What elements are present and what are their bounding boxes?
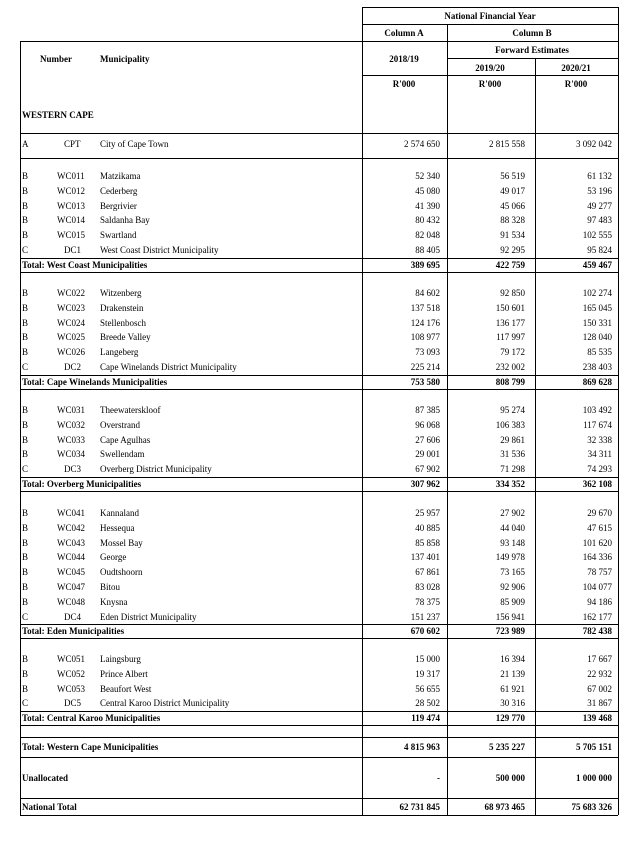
municipality-row-wc043-col-a: 85 858 — [415, 538, 440, 548]
municipality-row-wc013-code: WC013 — [57, 201, 85, 211]
municipality-row-dc3-col-a: 67 902 — [415, 464, 440, 474]
municipality-row-wc051-col-b-2019: 16 394 — [500, 654, 525, 664]
municipality-row-wc034-col-a: 29 001 — [415, 449, 440, 459]
unallocated-col-b-2019: 500 000 — [495, 773, 525, 783]
municipality-row-dc2-col-b-2020: 238 403 — [582, 362, 612, 372]
municipality-row-dc4-col-b-2020: 162 177 — [582, 612, 612, 622]
national-total-label: National Total — [22, 802, 77, 812]
municipality-row-wc023-col-b-2020: 165 045 — [582, 303, 612, 313]
municipality-row-wc047-code: WC047 — [57, 582, 85, 592]
municipality-row-wc041-name: Kannaland — [100, 508, 139, 518]
district-total-bottom-rule — [20, 272, 618, 273]
municipality-row-wc033-category: B — [22, 435, 29, 445]
municipality-row-wc042-code: WC042 — [57, 523, 85, 533]
unallocated-label: Unallocated — [22, 773, 68, 783]
municipality-row-wc015-code: WC015 — [57, 230, 85, 240]
municipality-row-wc044-name: George — [100, 552, 127, 562]
municipality-row-wc045-col-a: 67 861 — [415, 567, 440, 577]
municipality-row-wc048-col-b-2019: 85 909 — [500, 597, 525, 607]
municipality-row-wc025-name: Breede Valley — [100, 332, 151, 342]
wc-total-bottom-rule — [20, 757, 618, 758]
municipality-row-wc045-col-b-2020: 78 757 — [587, 567, 612, 577]
national-total-col-b-2019: 68 973 465 — [484, 802, 525, 812]
municipality-row-wc041-col-b-2020: 29 670 — [587, 508, 612, 518]
municipality-row-wc052-col-a: 19 317 — [415, 669, 440, 679]
municipality-row-dc3-code: DC3 — [64, 464, 82, 474]
municipality-row-dc1-col-b-2019: 92 295 — [500, 245, 525, 255]
municipality-row-wc011-category: B — [22, 171, 29, 181]
municipality-row-dc5-col-b-2019: 30 316 — [500, 698, 525, 708]
municipality-row-dc4-name: Eden District Municipality — [100, 612, 197, 622]
western-cape-total-label: Total: Western Cape Municipalities — [22, 742, 159, 752]
municipality-row-wc053-col-b-2019: 61 921 — [500, 684, 525, 694]
cpt-bottom-rule — [20, 158, 618, 159]
municipality-row-wc032-col-b-2019: 106 383 — [495, 420, 525, 430]
municipality-row-dc1-col-a: 88 405 — [415, 245, 440, 255]
header-year-2019: 2019/20 — [475, 63, 505, 73]
municipality-row-wc041-col-b-2019: 27 902 — [500, 508, 525, 518]
municipality-row-dc3-col-b-2020: 74 293 — [587, 464, 612, 474]
municipality-row-wc045-code: WC045 — [57, 567, 85, 577]
unit-col-a: R'000 — [392, 79, 416, 89]
column-b-divider — [447, 24, 448, 815]
municipality-row-wc051-col-b-2020: 17 667 — [587, 654, 612, 664]
municipality-row-wc023-name: Drakenstein — [100, 303, 144, 313]
municipality-row-wc022-code: WC022 — [57, 288, 85, 298]
municipality-row-wc014-name: Saldanha Bay — [100, 215, 150, 225]
municipality-row-wc044-col-b-2019: 149 978 — [495, 552, 525, 562]
municipality-row-wc024-category: B — [22, 318, 29, 328]
header-financial-year: National Financial Year — [444, 11, 536, 21]
municipality-row-wc032-col-b-2020: 117 674 — [583, 420, 612, 430]
cpt-col-b-2019: 2 815 558 — [489, 139, 525, 149]
municipality-row-dc3-col-b-2019: 71 298 — [500, 464, 525, 474]
district-total-label: Total: Eden Municipalities — [22, 626, 125, 636]
municipality-row-wc041-col-a: 25 957 — [415, 508, 440, 518]
municipality-row-wc041-category: B — [22, 508, 29, 518]
district-total-col-b-2019: 334 352 — [495, 479, 525, 489]
header-forward-estimates: Forward Estimates — [495, 45, 569, 55]
municipality-row-wc026-code: WC026 — [57, 347, 85, 357]
municipality-row-wc052-code: WC052 — [57, 669, 85, 679]
district-total-top-rule — [20, 624, 618, 625]
province-heading: WESTERN CAPE — [22, 110, 94, 120]
municipality-row-wc025-col-b-2019: 117 997 — [496, 332, 525, 342]
municipality-row-wc042-col-b-2019: 44 040 — [500, 523, 525, 533]
municipality-row-wc024-code: WC024 — [57, 318, 85, 328]
municipality-row-wc042-category: B — [22, 523, 29, 533]
cpt-code: CPT — [64, 139, 81, 149]
municipality-row-dc2-col-b-2019: 232 002 — [495, 362, 525, 372]
municipality-row-wc032-category: B — [22, 420, 29, 430]
municipality-row-wc025-code: WC025 — [57, 332, 85, 342]
municipality-row-wc044-code: WC044 — [57, 552, 85, 562]
municipality-row-wc024-col-b-2020: 150 331 — [582, 318, 612, 328]
district-total-label: Total: Overberg Municipalities — [22, 479, 142, 489]
header-top-rule — [362, 7, 618, 8]
municipality-row-dc4-code: DC4 — [64, 612, 82, 622]
municipality-row-wc014-code: WC014 — [57, 215, 85, 225]
district-total-col-a: 753 580 — [410, 377, 440, 387]
municipality-row-wc012-category: B — [22, 186, 29, 196]
municipality-row-wc012-name: Cederberg — [100, 186, 138, 196]
header-rule — [362, 24, 618, 25]
municipality-row-wc034-col-b-2020: 34 311 — [587, 449, 612, 459]
header-unit-rule — [362, 75, 618, 76]
municipality-row-dc4-col-b-2019: 156 941 — [495, 612, 525, 622]
municipality-row-wc041-code: WC041 — [57, 508, 85, 518]
municipality-row-dc2-name: Cape Winelands District Municipality — [100, 362, 237, 372]
municipality-row-dc5-col-b-2020: 31 867 — [587, 698, 612, 708]
municipality-row-wc047-col-a: 83 028 — [415, 582, 440, 592]
municipality-row-wc024-col-a: 124 176 — [410, 318, 440, 328]
municipality-row-wc014-category: B — [22, 215, 29, 225]
municipality-row-dc1-col-b-2020: 95 824 — [587, 245, 612, 255]
municipality-row-wc022-col-a: 84 602 — [415, 288, 440, 298]
municipality-row-wc034-col-b-2019: 31 536 — [500, 449, 525, 459]
western-cape-total-col-b-2020: 5 705 151 — [576, 742, 612, 752]
municipality-row-wc011-name: Matzikama — [100, 171, 141, 181]
municipality-row-dc5-code: DC5 — [64, 698, 82, 708]
municipality-row-wc011-code: WC011 — [57, 171, 85, 181]
municipality-row-wc015-col-b-2019: 91 534 — [500, 230, 525, 240]
municipality-row-wc052-col-b-2020: 22 932 — [587, 669, 612, 679]
municipality-row-wc013-name: Bergrivier — [100, 201, 137, 211]
district-total-col-b-2020: 782 438 — [582, 626, 612, 636]
municipality-row-wc022-col-b-2019: 92 850 — [500, 288, 525, 298]
national-total-bottom-rule — [20, 815, 618, 816]
municipality-row-wc043-col-b-2019: 93 148 — [500, 538, 525, 548]
municipality-row-wc025-col-b-2020: 128 040 — [582, 332, 612, 342]
municipality-row-wc031-code: WC031 — [57, 405, 85, 415]
municipality-row-wc045-category: B — [22, 567, 29, 577]
municipality-row-wc044-category: B — [22, 552, 29, 562]
municipality-row-wc053-col-a: 56 655 — [415, 684, 440, 694]
unallocated-col-b-2020: 1 000 000 — [576, 773, 612, 783]
municipality-row-wc032-name: Overstrand — [100, 420, 140, 430]
municipality-row-dc4-category: C — [22, 612, 29, 622]
municipality-row-wc051-col-a: 15 000 — [415, 654, 440, 664]
unit-col-b-2020: R'000 — [564, 79, 588, 89]
municipality-row-dc3-name: Overberg District Municipality — [100, 464, 212, 474]
cpt-top-rule — [20, 133, 618, 134]
cpt-col-a: 2 574 650 — [404, 139, 440, 149]
municipality-row-wc011-col-b-2020: 61 132 — [587, 171, 612, 181]
municipality-row-wc015-name: Swartland — [100, 230, 137, 240]
district-total-col-a: 389 695 — [410, 260, 440, 270]
municipality-row-wc013-col-a: 41 390 — [415, 201, 440, 211]
municipality-row-wc023-col-b-2019: 150 601 — [495, 303, 525, 313]
municipality-row-wc022-name: Witzenberg — [100, 288, 142, 298]
municipality-row-wc023-category: B — [22, 303, 29, 313]
district-total-label: Total: Central Karoo Municipalities — [22, 713, 161, 723]
district-total-col-b-2020: 362 108 — [582, 479, 612, 489]
municipality-row-dc2-col-a: 225 214 — [410, 362, 440, 372]
district-total-top-rule — [20, 477, 618, 478]
district-total-bottom-rule — [20, 638, 618, 639]
municipality-row-wc053-name: Beaufort West — [100, 684, 152, 694]
municipality-row-wc048-code: WC048 — [57, 597, 85, 607]
municipality-row-wc015-category: B — [22, 230, 29, 240]
municipality-row-wc031-name: Theewaterskloof — [100, 405, 161, 415]
table-right-border — [618, 7, 619, 815]
municipality-row-wc053-code: WC053 — [57, 684, 85, 694]
municipality-row-wc042-col-a: 40 885 — [415, 523, 440, 533]
district-total-top-rule — [20, 375, 618, 376]
national-total-col-b-2020: 75 683 326 — [571, 802, 612, 812]
municipality-row-wc013-col-b-2020: 49 277 — [587, 201, 612, 211]
municipality-row-wc047-col-b-2019: 92 906 — [500, 582, 525, 592]
municipality-row-wc044-col-a: 137 401 — [410, 552, 440, 562]
municipality-row-wc048-name: Knysna — [100, 597, 128, 607]
unit-col-b-2019: R'000 — [478, 79, 502, 89]
municipality-row-wc026-category: B — [22, 347, 29, 357]
district-total-col-b-2019: 129 770 — [495, 713, 525, 723]
municipality-row-wc022-category: B — [22, 288, 29, 298]
header-rule-full — [20, 41, 618, 42]
municipality-row-wc012-col-b-2020: 53 196 — [587, 186, 612, 196]
municipality-row-wc034-name: Swellendam — [100, 449, 145, 459]
municipality-row-wc048-col-a: 78 375 — [415, 597, 440, 607]
municipality-row-wc031-col-b-2019: 95 274 — [500, 405, 525, 415]
column-a-divider — [362, 7, 363, 815]
header-column-b: Column B — [512, 28, 552, 38]
district-total-col-b-2019: 808 799 — [495, 377, 525, 387]
municipality-row-wc043-category: B — [22, 538, 29, 548]
municipality-row-wc014-col-b-2019: 88 328 — [500, 215, 525, 225]
cpt-col-b-2020: 3 092 042 — [576, 139, 612, 149]
district-total-col-b-2020: 869 628 — [582, 377, 612, 387]
municipality-row-wc026-col-a: 73 093 — [415, 347, 440, 357]
municipality-row-wc052-category: B — [22, 669, 29, 679]
district-total-col-b-2020: 139 468 — [582, 713, 612, 723]
municipality-row-dc2-code: DC2 — [64, 362, 82, 372]
column-b2-divider — [535, 58, 536, 815]
municipality-row-wc045-col-b-2019: 73 165 — [500, 567, 525, 577]
municipality-row-wc022-col-b-2020: 102 274 — [582, 288, 612, 298]
municipality-row-wc012-code: WC012 — [57, 186, 85, 196]
district-total-col-b-2019: 723 989 — [495, 626, 525, 636]
unallocated-col-a: - — [437, 773, 440, 783]
district-total-col-b-2019: 422 759 — [495, 260, 525, 270]
district-total-bottom-rule — [20, 389, 618, 390]
municipality-row-wc047-name: Bitou — [100, 582, 121, 592]
district-total-col-a: 670 602 — [410, 626, 440, 636]
district-total-top-rule — [20, 258, 618, 259]
municipality-row-wc026-col-b-2020: 85 535 — [587, 347, 612, 357]
municipality-row-wc012-col-a: 45 080 — [415, 186, 440, 196]
municipality-row-wc024-name: Stellenbosch — [100, 318, 146, 328]
district-total-label: Total: West Coast Municipalities — [22, 260, 148, 270]
municipality-row-dc2-category: C — [22, 362, 29, 372]
municipality-row-wc033-code: WC033 — [57, 435, 85, 445]
header-year-2018: 2018/19 — [389, 54, 419, 64]
municipality-row-wc031-category: B — [22, 405, 29, 415]
municipality-row-wc048-col-b-2020: 94 186 — [587, 597, 612, 607]
municipality-row-wc032-code: WC032 — [57, 420, 85, 430]
municipality-row-wc042-col-b-2020: 47 615 — [587, 523, 612, 533]
municipality-row-wc034-code: WC034 — [57, 449, 85, 459]
municipality-row-wc048-category: B — [22, 597, 29, 607]
municipality-row-wc033-col-a: 27 606 — [415, 435, 440, 445]
municipality-row-wc032-col-a: 96 068 — [415, 420, 440, 430]
district-total-col-b-2020: 459 467 — [582, 260, 612, 270]
municipality-row-wc051-code: WC051 — [57, 654, 85, 664]
municipality-row-wc024-col-b-2019: 136 177 — [495, 318, 525, 328]
municipality-row-wc034-category: B — [22, 449, 29, 459]
municipality-row-wc015-col-a: 82 048 — [415, 230, 440, 240]
wc-total-top-rule — [20, 737, 618, 738]
municipality-row-dc1-code: DC1 — [64, 245, 82, 255]
municipality-row-wc043-col-b-2020: 101 620 — [582, 538, 612, 548]
municipality-row-wc012-col-b-2019: 49 017 — [500, 186, 525, 196]
western-cape-total-col-a: 4 815 963 — [404, 742, 440, 752]
municipality-row-wc013-category: B — [22, 201, 29, 211]
municipality-row-wc026-col-b-2019: 79 172 — [500, 347, 525, 357]
western-cape-total-col-b-2019: 5 235 227 — [489, 742, 525, 752]
municipality-row-wc051-name: Laingsburg — [100, 654, 141, 664]
header-column-a: Column A — [384, 28, 424, 38]
cpt-name: City of Cape Town — [100, 139, 169, 149]
municipality-row-wc025-category: B — [22, 332, 29, 342]
municipality-row-wc043-name: Mossel Bay — [100, 538, 143, 548]
district-total-bottom-rule — [20, 491, 618, 492]
municipality-row-dc5-name: Central Karoo District Municipality — [100, 698, 230, 708]
municipality-row-wc033-name: Cape Agulhas — [100, 435, 151, 445]
municipality-row-wc025-col-a: 108 977 — [410, 332, 440, 342]
national-total-col-a: 62 731 845 — [399, 802, 440, 812]
municipality-row-wc052-name: Prince Albert — [100, 669, 148, 679]
municipality-row-dc1-name: West Coast District Municipality — [100, 245, 219, 255]
municipality-row-wc053-col-b-2020: 67 002 — [587, 684, 612, 694]
municipality-row-wc033-col-b-2019: 29 861 — [500, 435, 525, 445]
municipality-row-wc023-code: WC023 — [57, 303, 85, 313]
municipality-row-wc026-name: Langeberg — [100, 347, 139, 357]
header-number: Number — [40, 54, 72, 64]
municipality-row-wc031-col-b-2020: 103 492 — [582, 405, 612, 415]
cpt-category: A — [22, 139, 29, 149]
municipality-row-wc014-col-a: 80 432 — [415, 215, 440, 225]
municipality-row-wc013-col-b-2019: 45 066 — [500, 201, 525, 211]
header-municipality: Municipality — [100, 54, 150, 64]
municipality-row-wc043-code: WC043 — [57, 538, 85, 548]
municipality-row-dc1-category: C — [22, 245, 29, 255]
municipality-row-wc047-category: B — [22, 582, 29, 592]
district-total-col-a: 307 962 — [410, 479, 440, 489]
municipality-row-wc011-col-b-2019: 56 519 — [500, 171, 525, 181]
municipality-row-wc011-col-a: 52 340 — [415, 171, 440, 181]
municipality-row-dc4-col-a: 151 237 — [410, 612, 440, 622]
national-total-top-rule — [20, 798, 618, 799]
municipality-row-dc5-category: C — [22, 698, 29, 708]
district-total-col-a: 119 474 — [411, 713, 440, 723]
municipality-row-wc014-col-b-2020: 97 483 — [587, 215, 612, 225]
municipality-row-wc015-col-b-2020: 102 555 — [582, 230, 612, 240]
municipality-row-wc045-name: Oudtshoorn — [100, 567, 143, 577]
municipality-row-dc5-col-a: 28 502 — [415, 698, 440, 708]
municipality-row-wc031-col-a: 87 385 — [415, 405, 440, 415]
municipality-row-wc052-col-b-2019: 21 139 — [500, 669, 525, 679]
municipality-row-wc033-col-b-2020: 32 338 — [587, 435, 612, 445]
municipality-row-dc3-category: C — [22, 464, 29, 474]
district-total-top-rule — [20, 711, 618, 712]
header-year-2020: 2020/21 — [561, 63, 591, 73]
municipality-row-wc051-category: B — [22, 654, 29, 664]
municipality-row-wc047-col-b-2020: 104 077 — [582, 582, 612, 592]
municipality-row-wc053-category: B — [22, 684, 29, 694]
municipality-row-wc044-col-b-2020: 164 336 — [582, 552, 612, 562]
district-total-label: Total: Cape Winelands Municipalities — [22, 377, 168, 387]
table-left-border — [20, 41, 21, 815]
municipality-row-wc023-col-a: 137 518 — [410, 303, 440, 313]
district-total-bottom-rule — [20, 725, 618, 726]
municipality-row-wc042-name: Hessequa — [100, 523, 135, 533]
